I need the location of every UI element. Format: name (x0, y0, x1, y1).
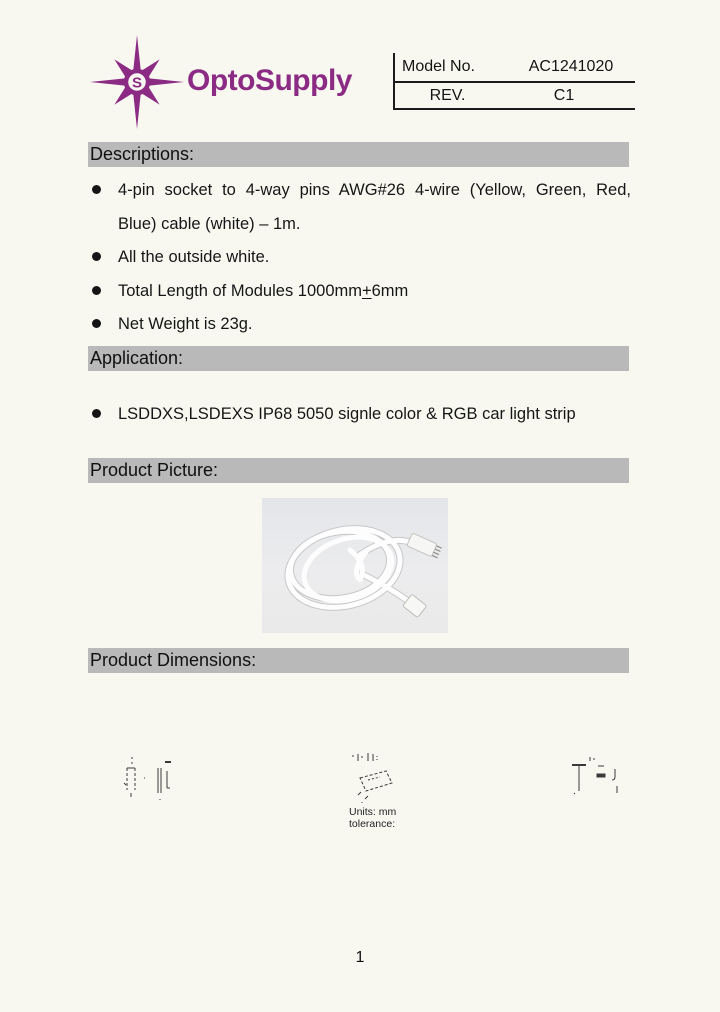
model-no-value: AC1241020 (528, 58, 614, 75)
rev-row (395, 83, 635, 110)
product-photo-coiled-cable (262, 498, 448, 633)
description-item-2: All the outside white. (118, 248, 270, 266)
description-item-3-pre: Total Length of Modules 1000mm (118, 282, 362, 300)
section-header-application: Application: (88, 346, 629, 371)
compass-star-icon (86, 34, 188, 132)
page-number: 1 (355, 949, 365, 966)
description-item-1-line-2: Blue) cable (white) – 1m. (118, 215, 301, 233)
rev-label: REV. (429, 86, 466, 104)
section-header-descriptions: Descriptions: (88, 142, 629, 167)
dimension-drawing-isometric-view (346, 750, 404, 804)
bullet-icon (92, 409, 101, 418)
tolerance-label: tolerance: (349, 818, 396, 830)
description-item-3 (118, 282, 631, 301)
description-item-4: Net Weight is 23g. (118, 315, 253, 333)
units-label: Units: mm (349, 806, 397, 818)
brand-wordmark: OptoSupply (187, 64, 352, 97)
model-no-row (395, 53, 635, 83)
description-item-3-post: 6mm (371, 282, 409, 300)
bullet-icon (92, 286, 101, 295)
bullet-icon (92, 319, 101, 328)
model-no-label: Model No. (402, 58, 475, 75)
application-item-1: LSDDXS,LSDEXS IP68 5050 signle color & RGB car light strip (118, 405, 576, 423)
section-header-product-dimensions: Product Dimensions: (88, 648, 629, 673)
rev-value: C1 (553, 86, 575, 104)
dimension-drawing-side-view (122, 753, 178, 803)
logo-monogram: S (131, 74, 143, 92)
bullet-icon (92, 185, 101, 194)
model-table (393, 53, 635, 110)
dimension-drawing-pin-view (570, 753, 626, 799)
section-header-product-picture: Product Picture: (88, 458, 629, 483)
bullet-icon (92, 252, 101, 261)
tolerance-sign: + (361, 282, 372, 300)
description-item-1-line-1: 4-pin socket to 4-way pins AWG#26 4-wire (Yellow, Green, Red, (118, 181, 631, 199)
